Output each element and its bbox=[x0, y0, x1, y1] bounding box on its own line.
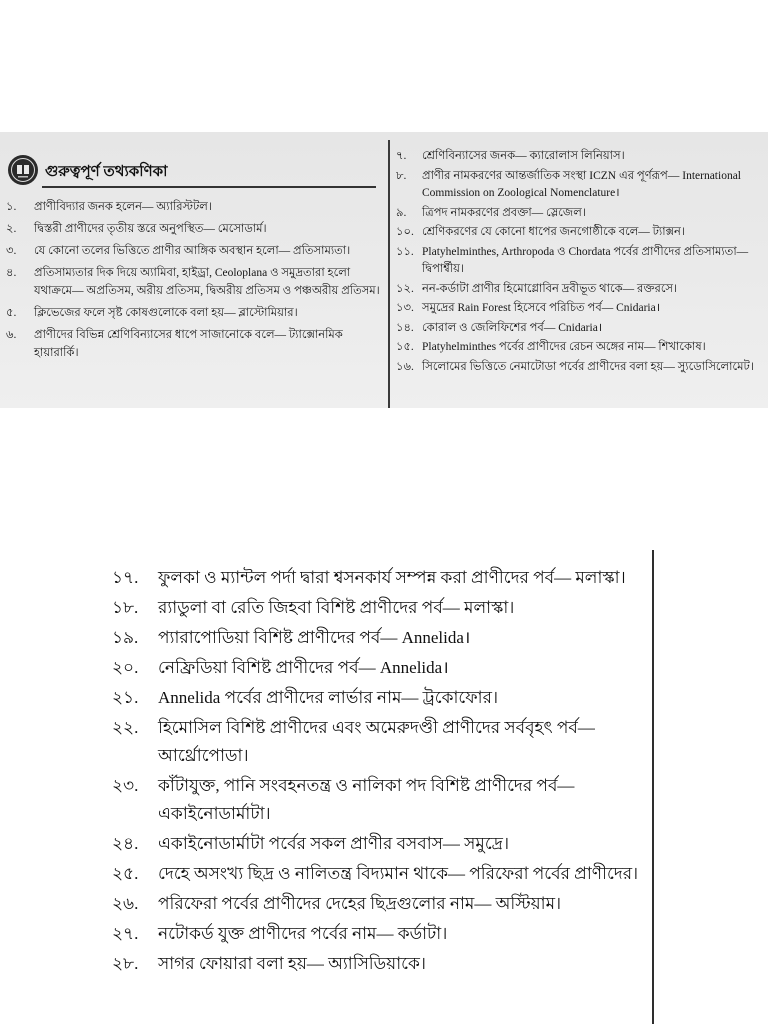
section-title: গুরুত্বপূর্ণ তথ্যকণিকা bbox=[45, 164, 168, 180]
fact-item bbox=[112, 950, 648, 978]
fact-number: ১৩. bbox=[396, 302, 414, 314]
fact-text: কাঁটাযুক্ত, পানি সংবহনতন্ত্র ও নালিকা পদ বিশিষ্ট প্রাণীদের পর্ব— একাইনোডার্মাটা। bbox=[158, 776, 575, 823]
fact-item bbox=[112, 772, 648, 828]
column-divider bbox=[388, 140, 390, 408]
fact-number: ১০. bbox=[396, 226, 414, 238]
fact-item bbox=[112, 920, 648, 948]
fact-number: ২০. bbox=[112, 658, 139, 677]
fact-text: র‍্যাডুলা বা রেতি জিহবা বিশিষ্ট প্রাণীদের পর্ব— মলাস্কা। bbox=[158, 598, 515, 617]
fact-text: ফুলকা ও ম্যান্টল পর্দা দ্বারা শ্বসনকার্য সম্পন্ন করা প্রাণীদের পর্ব— মলাস্কা। bbox=[158, 568, 626, 587]
fact-number: ২৭. bbox=[112, 924, 139, 943]
bottom-column-rule bbox=[652, 550, 654, 1024]
fact-text: প্রাণীদের বিভিন্ন শ্রেণিবিন্যাসের ধাপে সাজানোকে বলে— ট্যাক্সোনমিক হায়ারার্কি। bbox=[34, 329, 343, 359]
fact-number: ২২. bbox=[112, 718, 139, 737]
fact-number: ২১. bbox=[112, 688, 139, 707]
right-fact-column bbox=[396, 148, 764, 378]
fact-number: ৯. bbox=[396, 206, 407, 219]
left-fact-column bbox=[6, 198, 382, 366]
fact-number: ১৬. bbox=[396, 360, 414, 373]
fact-item bbox=[396, 320, 764, 338]
fact-text: পরিফেরা পর্বের প্রাণীদের দেহের ছিদ্রগুলোর নাম— অস্টিয়াম। bbox=[158, 894, 562, 913]
fact-text: দেহে অসংখ্য ছিদ্র ও নালিতন্ত্র বিদ্যমান থাকে— পরিফেরা পর্বের প্রাণীদের। bbox=[158, 864, 639, 883]
fact-text: Platyhelminthes, Arthropoda ও Chordata পর্বের প্রাণীদের প্রতিসাম্যতা— দ্বিপার্শ্বীয়। bbox=[422, 245, 749, 275]
fact-text: শ্রেণিকরণের যে কোনো ধাপের জনগোষ্ঠীকে বলে— ট্যাক্সন। bbox=[422, 226, 686, 238]
fact-number: ১১. bbox=[396, 245, 414, 258]
fact-text: প্রাণীবিদ্যার জনক হলেন— অ্যারিস্টটল। bbox=[34, 201, 212, 213]
fact-text: কোরাল ও জেলিফিশের পর্ব— Cnidaria। bbox=[422, 321, 603, 334]
fact-item bbox=[396, 148, 764, 166]
fact-text: হিমোসিল বিশিষ্ট প্রাণীদের এবং অমেরুদণ্ডী প্রাণীদের সর্ববৃহৎ পর্ব— আর্থ্রোপোডা। bbox=[158, 718, 595, 765]
fact-number: ১৪. bbox=[396, 321, 414, 334]
fact-number: ১. bbox=[6, 201, 17, 213]
fact-text: একাইনোডার্মাটা পর্বের সকল প্রাণীর বসবাস— সমুদ্রে। bbox=[158, 834, 510, 853]
fact-number: ৩. bbox=[6, 245, 17, 257]
fact-text: প্রাণীর নামকরণের আন্তর্জাতিক সংস্থা ICZN এর পূর্ণরূপ— International Commission on Zoological Nomenclature। bbox=[422, 169, 741, 199]
fact-text: প্যারাপোডিয়া বিশিষ্ট প্রাণীদের পর্ব— Annelida। bbox=[158, 628, 471, 647]
fact-item bbox=[396, 205, 764, 223]
fact-text: নেফ্রিডিয়া বিশিষ্ট প্রাণীদের পর্ব— Annelida। bbox=[158, 658, 449, 677]
fact-number: ১৯. bbox=[112, 628, 139, 647]
fact-item bbox=[6, 304, 382, 322]
fact-text: প্রতিসাম্যতার দিক দিয়ে অ্যামিবা, হাইড্রা, Ceoloplana ও সমুদ্রতারা হলো যথাক্রমে— অপ্রতিসম, অরীয় প্রতিসম, দ্বিঅরীয় প্রতিসম ও পঞ্চঅরীয় প্রতিসম। bbox=[34, 267, 380, 297]
fact-number: ২৪. bbox=[112, 834, 139, 853]
fact-item bbox=[6, 326, 382, 362]
fact-text: নন-কর্ডাটা প্রাণীর হিমোগ্লোবিন দ্রবীভূত থাকে— রক্তরসে। bbox=[422, 282, 678, 295]
fact-number: ৬. bbox=[6, 329, 17, 341]
fact-number: ২. bbox=[6, 223, 17, 235]
fact-number: ৫. bbox=[6, 307, 17, 319]
fact-item bbox=[396, 281, 764, 299]
fact-text: সমুদ্রের Rain Forest হিসেবে পরিচিত পর্ব— Cnidaria। bbox=[422, 302, 661, 314]
fact-item bbox=[112, 860, 648, 888]
fact-text: যে কোনো তলের ভিত্তিতে প্রাণীর আঙ্গিক অবস্থান হলো— প্রতিসাম্যতা। bbox=[34, 245, 351, 257]
book-logo-icon bbox=[7, 154, 39, 186]
fact-number: ২৮. bbox=[112, 954, 139, 973]
fact-text: Annelida পর্বের প্রাণীদের লার্ভার নাম— ট্রকোফোর। bbox=[158, 688, 499, 707]
fact-number: ৪. bbox=[6, 267, 17, 279]
fact-item bbox=[112, 654, 648, 682]
fact-item bbox=[396, 300, 764, 318]
fact-text: সাগর ফোয়ারা বলা হয়— অ্যাসিডিয়াকে। bbox=[158, 954, 426, 973]
fact-number: ১২. bbox=[396, 282, 414, 295]
fact-item bbox=[112, 714, 648, 770]
fact-text: শ্রেণিবিন্যাসের জনক— ক্যারোলাস লিনিয়াস। bbox=[422, 150, 625, 162]
fact-item bbox=[6, 198, 382, 216]
fact-number: ১৭. bbox=[112, 568, 139, 587]
fact-number: ২৩. bbox=[112, 776, 139, 795]
fact-text: Platyhelminthes পর্বের প্রাণীদের রেচন অঙ্গের নাম— শিখাকোষ। bbox=[422, 341, 706, 353]
fact-text: সিলোমের ভিত্তিতে নেমাটোডা পর্বের প্রাণীদের বলা হয়— স্যুডোসিলোমেট। bbox=[422, 360, 754, 373]
fact-item bbox=[6, 264, 382, 300]
fact-item bbox=[112, 624, 648, 652]
fact-number: ১৫. bbox=[396, 341, 414, 353]
fact-text: ক্লিভেজের ফলে সৃষ্ট কোষগুলোকে বলা হয়— ব্লাস্টোমিয়ার। bbox=[34, 307, 298, 319]
fact-text: ত্রিপদ নামকরণের প্রবক্তা— স্লেজেল। bbox=[422, 206, 586, 219]
fact-item bbox=[6, 242, 382, 260]
fact-item bbox=[112, 684, 648, 712]
fact-item bbox=[112, 890, 648, 918]
fact-item bbox=[396, 224, 764, 242]
fact-number: ২৫. bbox=[112, 864, 139, 883]
bottom-fact-column bbox=[112, 564, 648, 980]
fact-item bbox=[112, 594, 648, 622]
fact-text: নটোকর্ড যুক্ত প্রাণীদের পর্বের নাম— কর্ডাটা। bbox=[158, 924, 448, 943]
fact-item bbox=[396, 244, 764, 279]
fact-number: ৭. bbox=[396, 150, 407, 162]
fact-number: ২৬. bbox=[112, 894, 139, 913]
fact-number: ১৮. bbox=[112, 598, 139, 617]
fact-item bbox=[112, 830, 648, 858]
title-underline bbox=[42, 186, 376, 188]
fact-item bbox=[6, 220, 382, 238]
fact-number: ৮. bbox=[396, 169, 407, 182]
fact-item bbox=[396, 168, 764, 203]
fact-item bbox=[396, 339, 764, 357]
fact-item bbox=[112, 564, 648, 592]
fact-text: দ্বিস্তরী প্রাণীদের তৃতীয় স্তরে অনুপস্থিত— মেসোডার্ম। bbox=[34, 223, 267, 235]
fact-item bbox=[396, 359, 764, 377]
